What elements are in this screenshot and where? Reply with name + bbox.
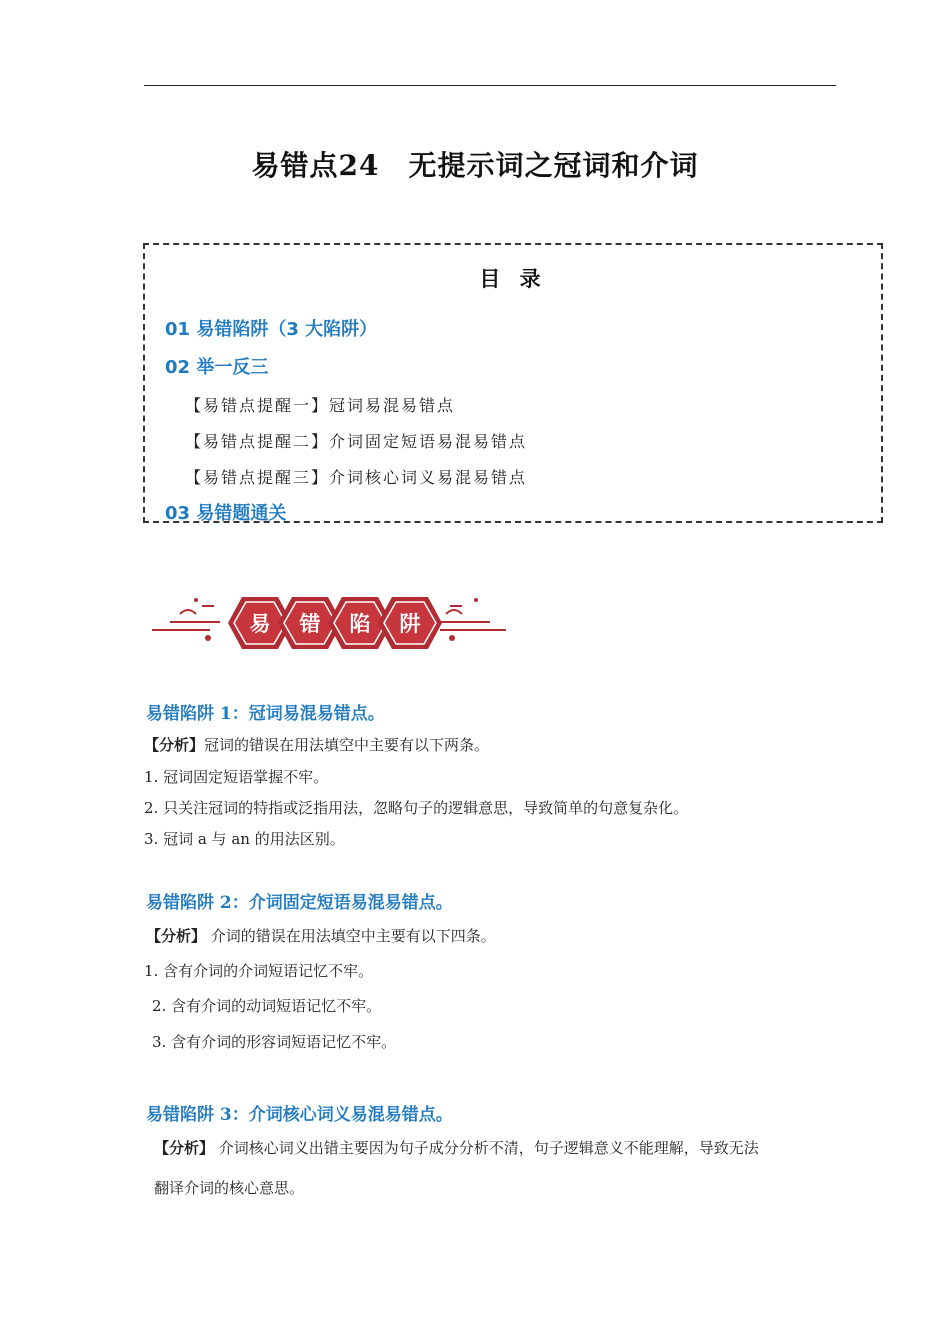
toc-item-reminder-2[interactable]: 【易错点提醒二】介词固定短语易混易错点 (185, 432, 528, 451)
toc-section-03[interactable]: 03 易错题通关 (165, 503, 287, 524)
trap-2-point-2: 2. 含有介词的动词短语记忆不牢。 (152, 997, 382, 1015)
banner-char-1: 易 (249, 612, 271, 636)
analysis-text: 介词核心词义出错主要因为句子成分分析不清，句子逻辑意义不能理解，导致无法 (214, 1139, 759, 1157)
trap-section-banner (150, 590, 510, 656)
analysis-text: 介词的错误在用法填空中主要有以下四条。 (206, 927, 496, 945)
toc-section-02[interactable]: 02 举一反三 (165, 357, 269, 378)
trap-1-point-1: 1. 冠词固定短语掌握不牢。 (144, 768, 329, 786)
analysis-text: 冠词的错误在用法填空中主要有以下两条。 (204, 736, 490, 754)
top-rule (144, 85, 836, 86)
trap-1-analysis (144, 734, 489, 755)
banner-char-3: 陷 (349, 612, 371, 636)
banner-left-swirl (152, 598, 220, 641)
analysis-label: 【分析】 (146, 927, 207, 945)
trap-1-point-2: 2. 只关注冠词的特指或泛指用法，忽略句子的逻辑意思，导致简单的句意复杂化。 (144, 799, 689, 817)
analysis-label: 【分析】 (144, 736, 205, 754)
trap-2-title: 易错陷阱 2：介词固定短语易混易错点。 (146, 893, 453, 913)
toc-section-01[interactable]: 01 易错陷阱（3 大陷阱） (165, 319, 378, 340)
trap-3-title: 易错陷阱 3：介词核心词义易混易错点。 (146, 1105, 453, 1125)
trap-2-point-1: 1. 含有介词的介词短语记忆不牢。 (144, 962, 374, 980)
trap-3-continuation: 翻译介词的核心意思。 (154, 1179, 305, 1197)
document-title: 易错点24 无提示词之冠词和介词 (251, 149, 699, 182)
trap-2-analysis (146, 925, 496, 946)
banner-char-2: 错 (299, 612, 321, 636)
trap-1-point-3: 3. 冠词 a 与 an 的用法区别。 (144, 830, 345, 848)
analysis-label: 【分析】 (154, 1139, 215, 1157)
trap-3-analysis (154, 1137, 759, 1158)
toc-item-reminder-1[interactable]: 【易错点提醒一】冠词易混易错点 (185, 396, 456, 415)
trap-2-point-3: 3. 含有介词的形容词短语记忆不牢。 (152, 1033, 397, 1051)
banner-char-4: 阱 (399, 612, 421, 636)
toc-item-reminder-3[interactable]: 【易错点提醒三】介词核心词义易混易错点 (185, 468, 528, 487)
banner-right-swirl (440, 598, 506, 641)
trap-1-title: 易错陷阱 1：冠词易混易错点。 (146, 704, 385, 724)
table-of-contents (143, 243, 883, 523)
toc-heading: 目 录 (479, 267, 547, 291)
